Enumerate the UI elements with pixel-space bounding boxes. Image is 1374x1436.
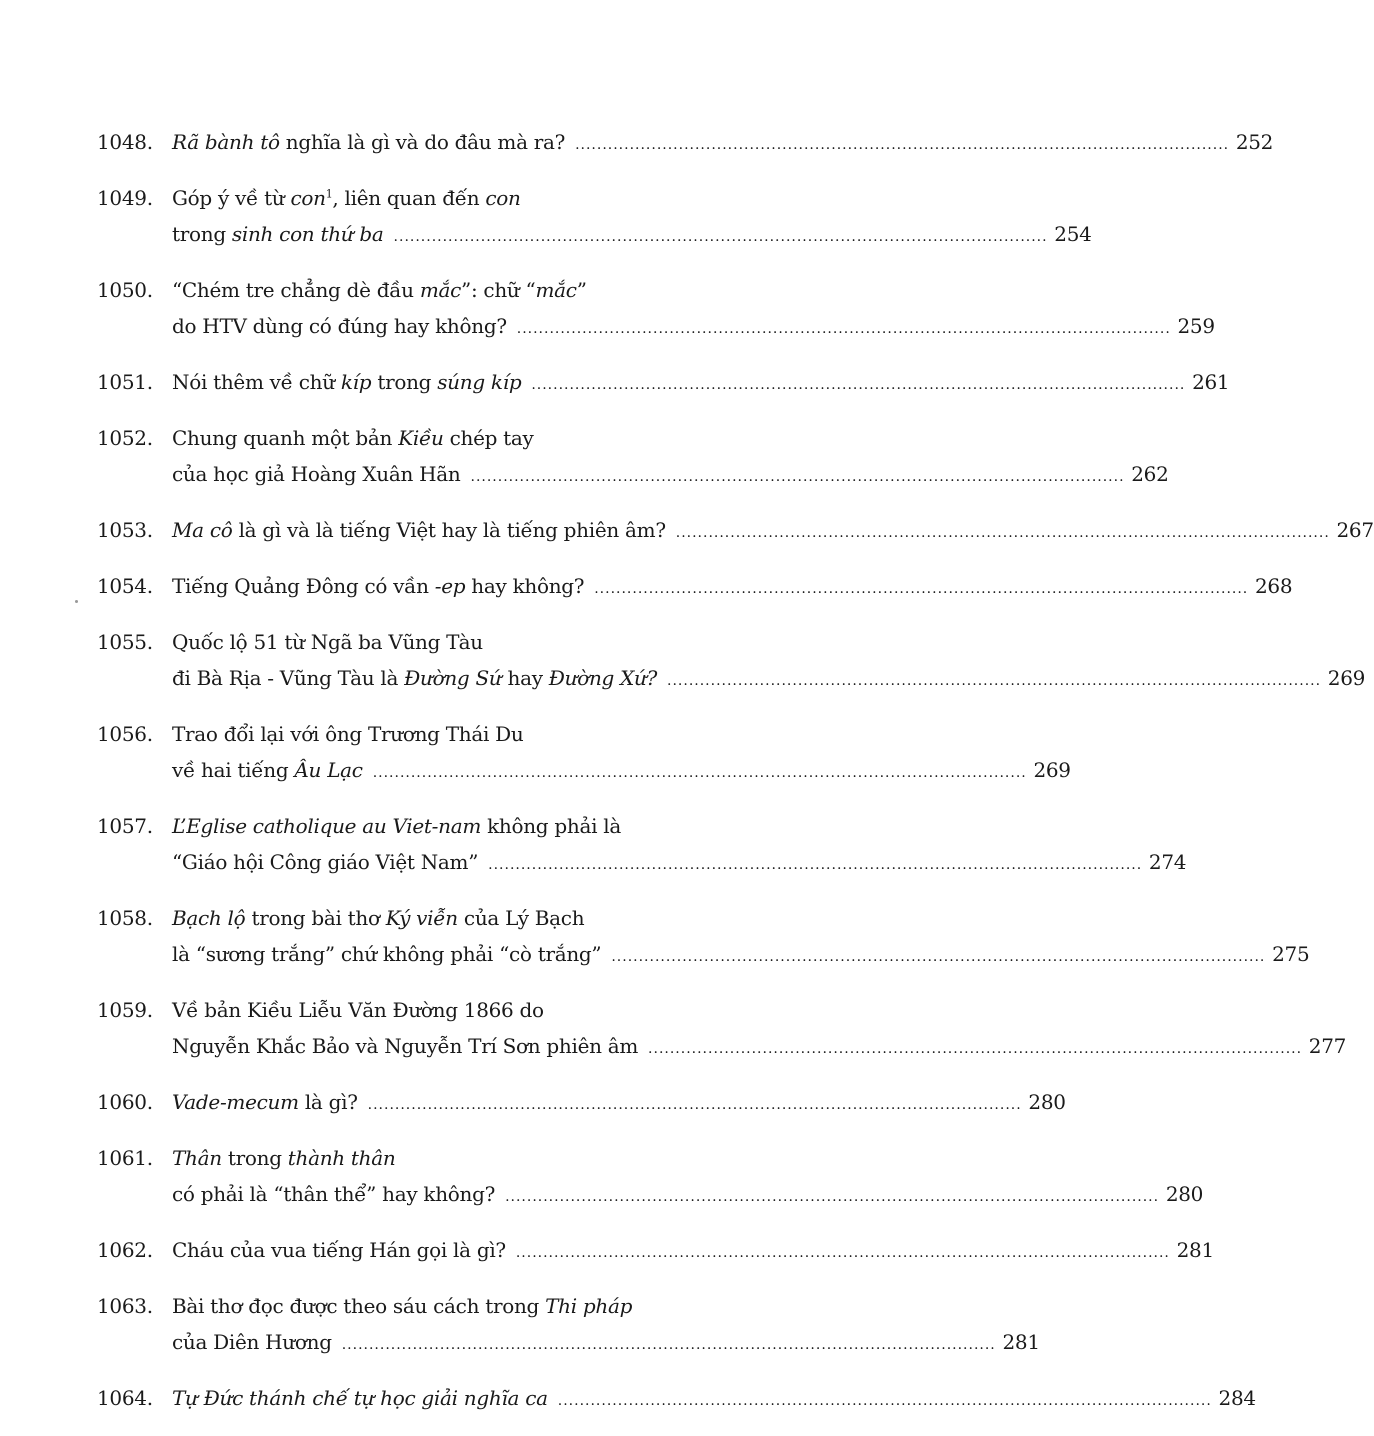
entry-title	[172, 512, 666, 548]
title-segment: hay không?	[465, 574, 585, 598]
entry-title	[172, 808, 800, 844]
title-segment: Chung quanh một bản	[172, 426, 399, 450]
toc-entry	[0, 992, 1347, 1064]
entry-title	[172, 456, 461, 492]
entry-title	[172, 1324, 332, 1360]
entry-number: 1049.	[97, 186, 153, 210]
dot-leader: ........................................................................................................................	[515, 1245, 1170, 1261]
page-number: 254	[1054, 222, 1092, 246]
dot-leader: ........................................................................................................................	[594, 581, 1249, 597]
toc-entry	[0, 1084, 1066, 1120]
page-number: 280	[1028, 1090, 1066, 1114]
entry-number: 1051.	[97, 370, 153, 394]
title-segment: ”	[576, 278, 587, 302]
title-segment: trong	[221, 1146, 288, 1170]
toc-line	[0, 752, 1071, 788]
entry-title	[172, 216, 384, 252]
page-number: 274	[1148, 850, 1187, 874]
title-segment: của Diên Hương	[172, 1330, 332, 1354]
title-segment: Trao đổi lại với ông Trương Thái Du	[172, 722, 524, 746]
toc-entry	[0, 1288, 1040, 1360]
entry-title	[172, 716, 800, 752]
page-number: 268	[1254, 574, 1293, 598]
page-number: 259	[1177, 314, 1215, 338]
entry-title	[172, 420, 800, 456]
toc-line	[0, 1324, 1040, 1360]
title-segment: Thi pháp	[545, 1294, 633, 1318]
title-segment: có phải là “thân thể” hay không?	[172, 1182, 496, 1206]
toc-line	[0, 1084, 1066, 1120]
entry-title	[172, 660, 657, 696]
title-segment: Bài thơ đọc được theo sáu cách trong	[172, 1294, 546, 1318]
title-segment: Vade-mecum	[172, 1090, 299, 1114]
title-segment: con	[485, 186, 521, 210]
entry-number: 1050.	[97, 278, 153, 302]
entry-title	[172, 900, 800, 936]
title-segment: “Chém tre chẳng dè đầu	[172, 278, 420, 302]
toc-line	[0, 216, 1092, 252]
title-segment: Tiếng Quảng Đông có vần	[172, 574, 435, 598]
toc-line	[0, 844, 1187, 880]
page-number: 262	[1131, 462, 1169, 486]
title-segment: về hai tiếng	[172, 758, 295, 782]
toc-line	[0, 456, 1169, 492]
dot-leader: ........................................................................................................................	[367, 1097, 1022, 1113]
title-segment: là “sương trắng” chứ không phải “cò trắng”	[172, 942, 602, 966]
title-segment: Nói thêm về chữ	[172, 370, 341, 394]
title-segment: Đường Xứ?	[548, 666, 658, 690]
title-segment: kíp	[340, 370, 372, 394]
toc-line	[0, 308, 1215, 344]
page-number: 280	[1165, 1182, 1204, 1206]
title-segment: ”: chữ “	[461, 278, 536, 302]
toc-line	[0, 1380, 1256, 1416]
title-segment: của học giả Hoàng Xuân Hãn	[172, 462, 461, 486]
toc-line	[0, 124, 1274, 160]
entry-number: 1053.	[97, 518, 153, 542]
dot-leader: ........................................................................................................................	[531, 377, 1186, 393]
entry-number: 1063.	[97, 1294, 153, 1318]
title-segment: Kiều	[398, 426, 444, 450]
toc-line	[0, 420, 800, 456]
entry-title	[172, 1140, 800, 1176]
title-segment: Đường Sứ	[404, 666, 502, 690]
table-of-contents	[0, 124, 1374, 1436]
toc-entry	[0, 364, 1230, 400]
entry-title	[172, 992, 800, 1028]
dot-leader: ........................................................................................................................	[341, 1337, 996, 1353]
title-segment: L’Eglise catholique au Viet-nam	[172, 814, 482, 838]
entry-title	[172, 568, 584, 604]
toc-entry	[0, 420, 1169, 492]
title-segment: mắc	[535, 278, 577, 302]
title-segment: do HTV dùng có đúng hay không?	[172, 314, 507, 338]
toc-line	[0, 568, 1293, 604]
entry-title	[172, 1288, 800, 1324]
title-segment: trong	[371, 370, 438, 394]
toc-entry	[0, 624, 1366, 696]
toc-line	[0, 992, 800, 1028]
title-segment: Ký viễn	[385, 906, 458, 930]
title-segment: Cháu của vua tiếng Hán gọi là gì?	[172, 1238, 506, 1262]
entry-title	[172, 180, 800, 216]
toc-line	[0, 364, 1230, 400]
toc-entry	[0, 1232, 1214, 1268]
toc-line	[0, 1140, 800, 1176]
page-number: 269	[1033, 758, 1071, 782]
toc-line	[0, 1028, 1347, 1064]
entry-number: 1061.	[97, 1146, 153, 1170]
dot-leader: ........................................................................................................................	[675, 525, 1330, 541]
title-segment: là gì và là tiếng Việt hay là tiếng phiên âm?	[232, 518, 666, 542]
toc-entry	[0, 180, 1092, 252]
entry-number: 1060.	[97, 1090, 153, 1114]
title-segment: đi Bà Rịa - Vũng Tàu là	[172, 666, 405, 690]
title-segment: là gì?	[298, 1090, 358, 1114]
title-segment: sinh con thứ ba	[231, 222, 384, 246]
dot-leader: ........................................................................................................................	[372, 765, 1027, 781]
entry-title	[172, 752, 363, 788]
page-number: 252	[1235, 130, 1274, 154]
toc-line	[0, 624, 800, 660]
dot-leader: ........................................................................................................................	[393, 229, 1048, 245]
page-number: 277	[1308, 1034, 1347, 1058]
page-number: 281	[1176, 1238, 1214, 1262]
title-segment: Ma cô	[172, 518, 233, 542]
entry-title	[172, 1028, 638, 1064]
toc-line	[0, 1176, 1204, 1212]
page-number: 261	[1192, 370, 1230, 394]
entry-number: 1048.	[97, 130, 153, 154]
dot-leader: ........................................................................................................................	[557, 1393, 1212, 1409]
title-segment: không phải là	[481, 814, 621, 838]
entry-number: 1064.	[97, 1386, 153, 1410]
title-segment: Về bản Kiều Liễu Văn Đường 1866 do	[172, 998, 544, 1022]
toc-line	[0, 272, 800, 308]
title-segment: Thân	[172, 1146, 222, 1170]
title-segment: chép tay	[443, 426, 534, 450]
entry-title	[172, 844, 478, 880]
dot-leader: ........................................................................................................................	[516, 321, 1171, 337]
dot-leader: ........................................................................................................................	[611, 949, 1266, 965]
page-number: 281	[1002, 1330, 1040, 1354]
entry-title	[172, 1232, 506, 1268]
entry-number: 1052.	[97, 426, 153, 450]
entry-title	[172, 272, 800, 308]
entry-number: 1062.	[97, 1238, 153, 1262]
toc-line	[0, 716, 800, 752]
toc-line	[0, 808, 800, 844]
title-segment: nghĩa là gì và do đâu mà ra?	[279, 130, 566, 154]
dot-leader: ........................................................................................................................	[667, 673, 1322, 689]
page-number: 275	[1272, 942, 1310, 966]
toc-line	[0, 180, 800, 216]
toc-line	[0, 900, 800, 936]
title-segment: , liên quan đến	[332, 186, 486, 210]
entry-number: 1057.	[97, 814, 153, 838]
toc-entry	[0, 1140, 1204, 1212]
title-segment: Bạch lộ	[172, 906, 246, 930]
title-segment: Góp ý về từ	[172, 186, 291, 210]
dot-leader: ........................................................................................................................	[648, 1041, 1303, 1057]
toc-entry	[0, 716, 1071, 788]
title-segment: Quốc lộ 51 từ Ngã ba Vũng Tàu	[172, 630, 483, 654]
page-number: 267	[1336, 518, 1374, 542]
title-segment: của Lý Bạch	[457, 906, 585, 930]
footnote-marker: 1	[325, 187, 333, 201]
page-number: 284	[1218, 1386, 1256, 1410]
toc-line	[0, 512, 1374, 548]
entry-title	[172, 308, 507, 344]
entry-title	[172, 1380, 548, 1416]
title-segment: Âu Lạc	[294, 758, 363, 782]
toc-entry	[0, 900, 1310, 972]
title-segment: hay	[501, 666, 549, 690]
toc-entry	[0, 808, 1187, 880]
title-segment: “Giáo hội Công giáo Việt Nam”	[172, 850, 479, 874]
entry-number: 1059.	[97, 998, 153, 1022]
toc-entry	[0, 1380, 1256, 1416]
entry-title	[172, 124, 565, 160]
entry-number: 1056.	[97, 722, 153, 746]
entry-number: 1058.	[97, 906, 153, 930]
toc-line	[0, 1288, 800, 1324]
toc-line	[0, 936, 1310, 972]
page-number: 269	[1327, 666, 1366, 690]
title-segment: trong	[172, 222, 232, 246]
title-segment: Tự Đức thánh chế tự học giải nghĩa ca	[172, 1386, 548, 1410]
entry-number: 1055.	[97, 630, 153, 654]
title-segment: Nguyễn Khắc Bảo và Nguyễn Trí Sơn phiên âm	[172, 1034, 639, 1058]
title-segment: -ep	[434, 574, 466, 598]
toc-entry	[0, 568, 1293, 604]
title-segment: súng kíp	[437, 370, 522, 394]
dot-leader: ........................................................................................................................	[575, 137, 1230, 153]
title-segment: con	[290, 186, 326, 210]
entry-title	[172, 364, 521, 400]
entry-title	[172, 624, 800, 660]
dot-leader: ........................................................................................................................	[505, 1189, 1160, 1205]
toc-line	[0, 660, 1366, 696]
stray-mark	[75, 600, 78, 603]
entry-number: 1054.	[97, 574, 153, 598]
title-segment: mắc	[419, 278, 462, 302]
title-segment: Rã bành tô	[172, 130, 280, 154]
title-segment: thành thân	[287, 1146, 396, 1170]
title-segment: trong bài thơ	[245, 906, 386, 930]
dot-leader: ........................................................................................................................	[488, 857, 1143, 873]
toc-entry	[0, 124, 1274, 160]
entry-title	[172, 936, 601, 972]
entry-title	[172, 1176, 495, 1212]
toc-entry	[0, 272, 1215, 344]
toc-entry	[0, 512, 1374, 548]
dot-leader: ........................................................................................................................	[470, 469, 1125, 485]
toc-line	[0, 1232, 1214, 1268]
entry-title	[172, 1084, 358, 1120]
